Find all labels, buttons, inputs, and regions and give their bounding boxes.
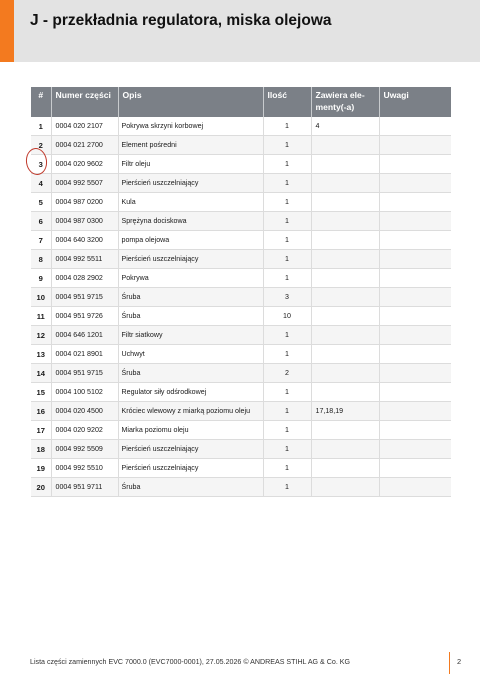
cell-quantity: 1 [263,402,311,421]
cell-contains-elements [311,212,379,231]
cell-quantity: 3 [263,288,311,307]
cell-description: Króciec wlewowy z miarką poziomu oleju [118,402,263,421]
cell-notes [379,155,451,174]
cell-contains-elements [311,155,379,174]
cell-quantity: 1 [263,136,311,155]
cell-row-number: 9 [31,269,51,288]
cell-quantity: 10 [263,307,311,326]
cell-quantity: 1 [263,478,311,497]
table-row [31,250,451,269]
cell-contains-elements [311,478,379,497]
table-row [31,231,451,250]
cell-description: Pierścień uszczelniający [118,250,263,269]
cell-quantity: 1 [263,440,311,459]
cell-description: Miarka poziomu oleju [118,421,263,440]
cell-part-number: 0004 951 9726 [51,307,118,326]
cell-row-number: 11 [31,307,51,326]
cell-quantity: 1 [263,231,311,250]
footer-divider [449,652,450,674]
table-row [31,421,451,440]
cell-row-number: 4 [31,174,51,193]
cell-part-number: 0004 987 0200 [51,193,118,212]
cell-notes [379,364,451,383]
cell-part-number: 0004 951 9711 [51,478,118,497]
cell-contains-elements [311,421,379,440]
cell-quantity: 1 [263,459,311,478]
footer-text: Lista części zamiennych EVC 7000.0 (EVC7000-0001), 27.05.2026 © ANDREAS STIHL AG & Co. KG [30,658,351,666]
table-header-row [31,87,451,117]
table-row [31,326,451,345]
cell-contains-elements [311,307,379,326]
table-row [31,288,451,307]
table-row [31,136,451,155]
cell-contains-elements [311,364,379,383]
cell-notes [379,269,451,288]
cell-description: Element pośredni [118,136,263,155]
parts-table-body [31,117,451,497]
cell-part-number: 0004 951 9715 [51,288,118,307]
cell-description: Śruba [118,478,263,497]
table-row [31,478,451,497]
cell-notes [379,345,451,364]
cell-row-number: 7 [31,231,51,250]
cell-notes [379,288,451,307]
cell-description: Śruba [118,288,263,307]
cell-description: Pierścień uszczelniający [118,174,263,193]
cell-row-number: 13 [31,345,51,364]
cell-contains-elements [311,345,379,364]
col-header-quantity: Ilość [263,87,311,117]
cell-notes [379,174,451,193]
table-row [31,193,451,212]
cell-contains-elements: 4 [311,117,379,136]
cell-notes [379,440,451,459]
cell-row-number: 5 [31,193,51,212]
cell-notes [379,117,451,136]
cell-contains-elements [311,250,379,269]
table-row [31,459,451,478]
cell-row-number: 1 [31,117,51,136]
cell-part-number: 0004 992 5511 [51,250,118,269]
cell-description: Uchwyt [118,345,263,364]
cell-contains-elements [311,288,379,307]
cell-quantity: 1 [263,174,311,193]
page-header-band [0,0,480,62]
table-row [31,364,451,383]
cell-description: Pokrywa skrzyni korbowej [118,117,263,136]
cell-part-number: 0004 020 9202 [51,421,118,440]
cell-row-number: 20 [31,478,51,497]
cell-part-number: 0004 992 5510 [51,459,118,478]
cell-row-number: 14 [31,364,51,383]
table-row [31,440,451,459]
cell-part-number: 0004 646 1201 [51,326,118,345]
col-header-part-number: Numer części [51,87,118,117]
cell-notes [379,136,451,155]
cell-row-number: 19 [31,459,51,478]
cell-quantity: 1 [263,117,311,136]
cell-notes [379,459,451,478]
cell-part-number: 0004 992 5509 [51,440,118,459]
cell-row-number: 6 [31,212,51,231]
cell-description: pompa olejowa [118,231,263,250]
cell-description: Regulator siły odśrodkowej [118,383,263,402]
cell-contains-elements [311,231,379,250]
cell-contains-elements: 17,18,19 [311,402,379,421]
cell-description: Sprężyna dociskowa [118,212,263,231]
cell-part-number: 0004 100 5102 [51,383,118,402]
cell-description: Pokrywa [118,269,263,288]
table-row [31,174,451,193]
cell-quantity: 1 [263,269,311,288]
cell-contains-elements [311,440,379,459]
cell-row-number: 3 [31,155,51,174]
cell-part-number: 0004 020 2107 [51,117,118,136]
accent-tab [0,0,14,62]
cell-quantity: 1 [263,345,311,364]
cell-part-number: 0004 021 2700 [51,136,118,155]
cell-part-number: 0004 028 2902 [51,269,118,288]
table-row [31,155,451,174]
cell-contains-elements [311,193,379,212]
cell-part-number: 0004 020 9602 [51,155,118,174]
cell-quantity: 1 [263,250,311,269]
col-header-contains: Zawiera ele-menty(-a) [311,87,379,117]
cell-part-number: 0004 951 9715 [51,364,118,383]
cell-row-number: 16 [31,402,51,421]
table-row [31,383,451,402]
table-row [31,307,451,326]
page-title: J - przekładnia regulatora, miska olejowa [30,12,332,29]
parts-table [31,87,451,497]
cell-row-number: 15 [31,383,51,402]
cell-description: Pierścień uszczelniający [118,459,263,478]
cell-row-number: 17 [31,421,51,440]
cell-contains-elements [311,136,379,155]
cell-contains-elements [311,326,379,345]
cell-contains-elements [311,269,379,288]
cell-notes [379,250,451,269]
cell-description: Kula [118,193,263,212]
cell-description: Śruba [118,307,263,326]
cell-quantity: 1 [263,326,311,345]
cell-notes [379,326,451,345]
cell-part-number: 0004 020 4500 [51,402,118,421]
cell-notes [379,421,451,440]
col-header-description: Opis [118,87,263,117]
cell-part-number: 0004 992 5507 [51,174,118,193]
cell-row-number: 2 [31,136,51,155]
cell-contains-elements [311,174,379,193]
cell-description: Filtr oleju [118,155,263,174]
cell-part-number: 0004 640 3200 [51,231,118,250]
cell-notes [379,402,451,421]
cell-notes [379,231,451,250]
cell-row-number: 10 [31,288,51,307]
cell-notes [379,212,451,231]
table-row [31,212,451,231]
cell-contains-elements [311,383,379,402]
cell-quantity: 1 [263,193,311,212]
table-row [31,117,451,136]
table-row [31,402,451,421]
cell-quantity: 1 [263,155,311,174]
page-number: 2 [457,657,462,666]
col-header-num: # [31,87,51,117]
cell-row-number: 8 [31,250,51,269]
cell-part-number: 0004 021 8901 [51,345,118,364]
cell-quantity: 1 [263,383,311,402]
cell-description: Śruba [118,364,263,383]
cell-notes [379,193,451,212]
col-header-notes: Uwagi [379,87,451,117]
cell-part-number: 0004 987 0300 [51,212,118,231]
cell-description: Filtr siatkowy [118,326,263,345]
cell-row-number: 18 [31,440,51,459]
cell-quantity: 2 [263,364,311,383]
cell-notes [379,307,451,326]
table-row [31,345,451,364]
cell-quantity: 1 [263,212,311,231]
cell-description: Pierścień uszczelniający [118,440,263,459]
cell-quantity: 1 [263,421,311,440]
cell-row-number: 12 [31,326,51,345]
cell-contains-elements [311,459,379,478]
cell-notes [379,383,451,402]
table-row [31,269,451,288]
cell-notes [379,478,451,497]
